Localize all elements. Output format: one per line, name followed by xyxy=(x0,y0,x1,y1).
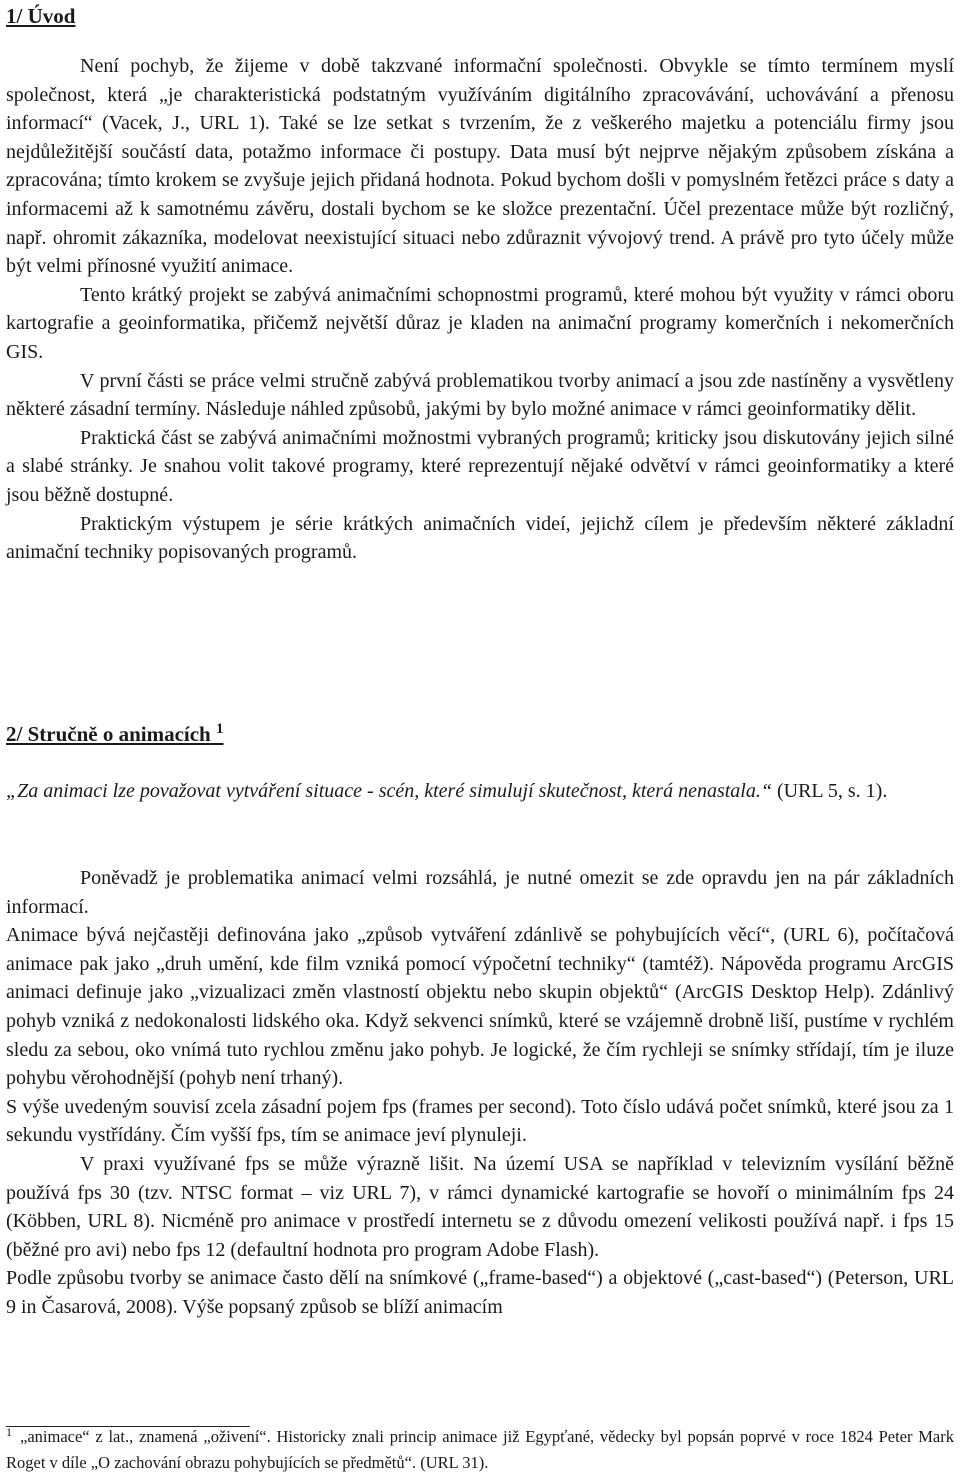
section-body-uvod xyxy=(6,52,954,567)
paragraph: Poněvadž je problematika animací velmi rozsáhlá, je nutné omezit se zde opravdu jen na pár základních informací. xyxy=(6,867,954,918)
paragraph: Praktickým výstupem je série krátkých animačních videí, jejichž cílem je především některé základní animační techniky popisovaných programů. xyxy=(6,512,954,564)
footnote xyxy=(6,1424,954,1476)
definition-quote xyxy=(6,777,954,806)
section-heading-text: 1/ Úvod xyxy=(6,4,76,28)
footnote-number: 1 xyxy=(6,1425,12,1439)
footnote-reference: 1 xyxy=(216,721,224,737)
quote-citation: (URL 5, s. 1). xyxy=(776,780,888,802)
paragraph: Tento krátký projekt se zabývá animačními schopnostmi programů, které mohou být využity v rámci oboru kartografie a geoinformatika, přičemž největší důraz je kladen na animační programy komerčních i nekomerčních GIS. xyxy=(6,283,954,363)
paragraph: Není pochyb, že žijeme v době takzvané informační společnosti. Obvykle se tímto termínem myslí společnost, která „je charakteristická podstatným využíváním digitálního zpracovávání, uchovávání a přenosu informací“ (Vacek, J., URL 1). Také se lze setkat s tvrzením, že z veškerého majetku a potenciálu firmy jsou nejdůležitější součástí data, potažmo informace či postupy. Data musí být nejprve nějakým způsobem získána a zpracována; tímto krokem se zvyšuje jejich přidaná hodnota. Pokud bychom došli v pomyslném řetězci práce s daty a informacemi až k samotnému závěru, dostali bychom se ke složce prezentační. Účel prezentace může být rozličný, např. ohromit zákazníka, modelovat neexistující situaci nebo zdůraznit vývojový trend. A právě pro tyto účely může být velmi přínosné využití animace. xyxy=(6,55,954,278)
section-heading-animace xyxy=(6,720,224,749)
paragraph: S výše uvedeným souvisí zcela zásadní pojem fps (frames per second). Toto číslo udává počet snímků, které jsou za 1 sekundu vystřídány. Čím vyšší fps, tím se animace jeví plynuleji. xyxy=(6,1095,954,1147)
paragraph: Animace bývá nejčastěji definována jako „způsob vytváření zdánlivě se pohybujících věcí“, (URL 6), počítačová animace pak jako „druh umění, kde film vzniká pomocí výpočetní techniky“ (tamtéž). Nápověda programu ArcGIS animaci definuje jako „vizualizaci změn vlastností objektu nebo skupin objektů“ (ArcGIS Desktop Help). Zdánlivý pohyb vzniká z nedokonalosti lidského oka. Když sekvenci snímků, které se vzájemně drobně liší, pustíme v rychlém sledu za sebou, oko vnímá tuto rychlou změnu jako pohyb. Je logické, že čím rychleji se snímky střídají, tím je iluze pohybu věrohodnější (pohyb není trhaný). xyxy=(6,924,954,1090)
paragraph: Podle způsobu tvorby se animace často dělí na snímkové („frame-based“) a objektové („cast-based“) (Peterson, URL 9 in Časarová, 2008). Výše popsaný způsob se blíží animacím xyxy=(6,1267,954,1318)
section-body-animace xyxy=(6,864,954,1322)
section-heading-uvod xyxy=(6,2,75,31)
paragraph: Praktická část se zabývá animačními možnostmi vybraných programů; kriticky jsou diskutovány jejich silné a slabé stránky. Je snahou volit takové programy, které reprezentují nějaké odvětví v rámci geoinformatiky a které jsou běžně dostupné. xyxy=(6,426,954,506)
paragraph: V první části se práce velmi stručně zabývá problematikou tvorby animací a jsou zde nastíněny a vysvětleny některé zásadní termíny. Následuje náhled způsobů, jakými by bylo možné animace v rámci geoinformatiky dělit. xyxy=(6,369,954,421)
quote-text: „Za animaci lze považovat vytváření situace - scén, které simulují skutečnost, která nenastala.“ xyxy=(6,780,772,802)
footnote-text: „animace“ z lat., znamená „oživení“. Historicky znali princip animace již Egypťané, vědecky byl popsán poprvé v roce 1824 Peter Mark Roget v díle „O zachování obrazu pohybujících se předmětů“. (URL 31). xyxy=(6,1427,954,1472)
section-heading-text: 2/ Stručně o animacích xyxy=(6,722,211,746)
paragraph: V praxi využívané fps se může výrazně lišit. Na území USA se například v televizním vysílání běžně používá fps 30 (tzv. NTSC format – viz URL 7), v rámci dynamické kartografie se hovoří o minimálním fps 24 (Köbben, URL 8). Nicméně pro animace v prostředí internetu se z důvodu omezení velikosti používá např. i fps 15 (běžné pro avi) nebo fps 12 (defaultní hodnota pro program Adobe Flash). xyxy=(6,1152,954,1261)
